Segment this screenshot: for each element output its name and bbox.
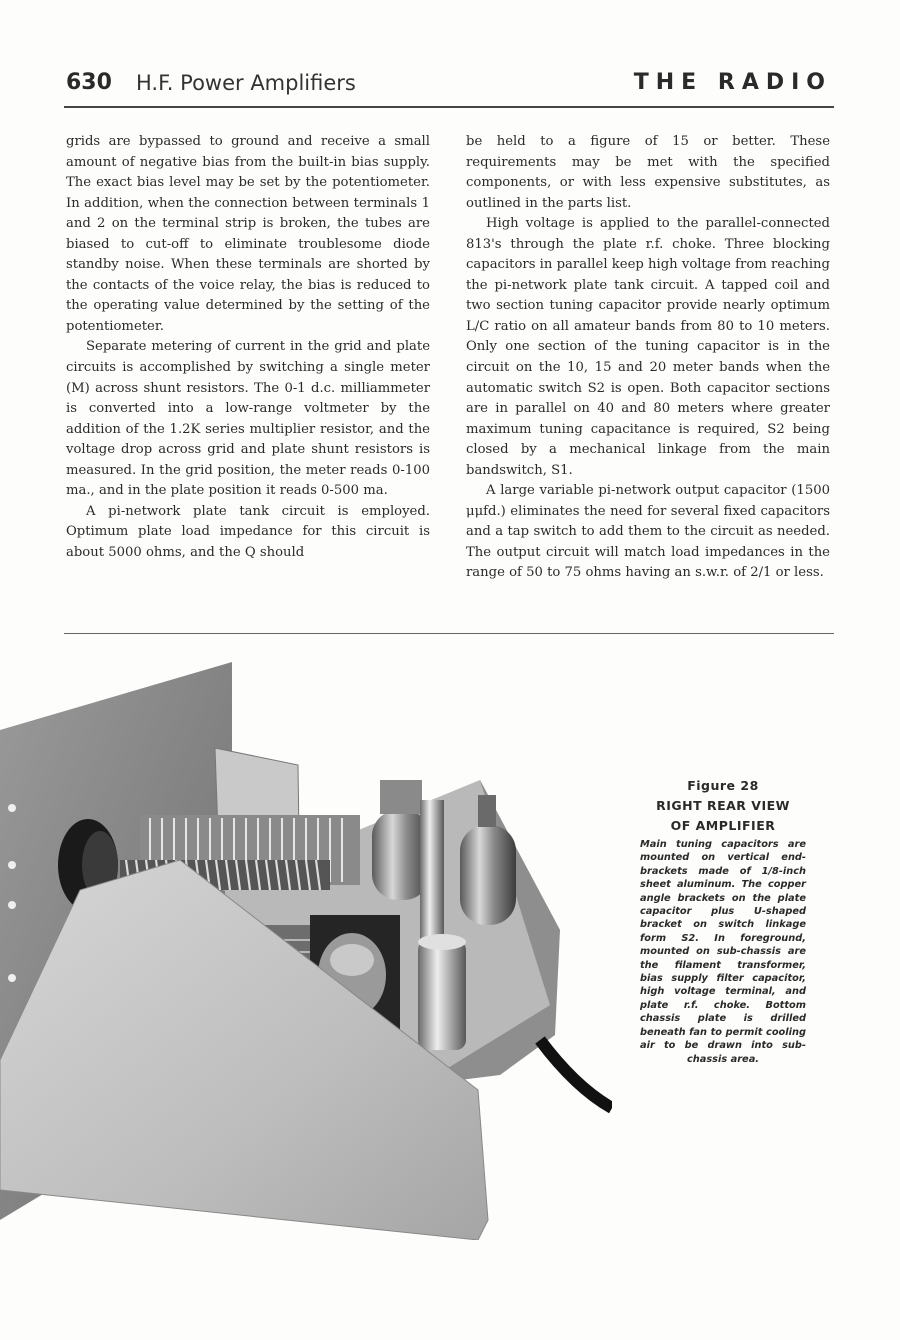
figure-caption-text: Main tuning capacitors are mounted on vertical end-brackets made of 1/8-inch sheet aluminum. The copper angle brackets on the plate capacitor plus U-shaped bracket on switch linkage form S2. In foreground, mounted on sub-chassis are the filament transformer, bias supply filter capacitor, high voltage terminal, and plate r.f. choke. Bottom chassis plate is drilled beneath fan to permit cooling air to be drawn into sub-chassis area.	[640, 839, 806, 1065]
page-header	[66, 70, 832, 102]
filter-capacitor	[418, 934, 466, 1050]
figure-caption	[640, 776, 806, 1066]
header-rule	[64, 106, 834, 108]
section-title: H.F. Power Amplifiers	[136, 71, 356, 95]
body-rule	[64, 633, 834, 634]
page-number: 630	[66, 70, 112, 95]
figure-title-line1: RIGHT REAR VIEW	[656, 798, 790, 813]
paragraph: grids are bypassed to ground and receive a small amount of negative bias from the built-in bias supply. The exact bias level may be set by the potentiometer. In addition, when the connection between terminals 1 and 2 on the terminal strip is broken, the tubes are biased to cut-off to eliminate troublesome diode standby noise. When these terminals are shorted by the contacts of the voice relay, the bias is reduced to the operating value determined by the setting of the potentiometer.	[66, 134, 430, 334]
paragraph: A large variable pi-network output capacitor (1500 μμfd.) eliminates the need for several fixed capacitors and a tap switch to add them to the circuit as needed. The output circuit will match load impedances in the range of 50 to 75 ohms having an s.w.r. of 2/1 or less.	[466, 483, 830, 581]
paragraph: High voltage is applied to the parallel-connected 813's through the plate r.f. choke. Three blocking capacitors in parallel keep high voltage from reaching the pi-network plate tank circuit. A tapped coil and two section tuning capacitor provide nearly optimum L/C ratio on all amateur bands from 80 to 10 meters. Only one section of the tuning capacitor is in the circuit on the 10, 15 and 20 meter bands when the automatic switch S2 is open. Both capacitor sections are in parallel on 40 and 80 meters where greater maximum tuning capacitance is required, S2 being closed by a mechanical linkage from the main bandswitch, S1.	[466, 216, 830, 478]
hv-terminal	[420, 800, 444, 940]
amplifier-photo	[0, 660, 612, 1240]
figure-title-line2: OF AMPLIFIER	[670, 818, 776, 833]
paragraph: be held to a figure of 15 or better. These requirements may be met with the specified components, or with less expensive substitutes, as outlined in the parts list.	[466, 134, 830, 211]
paragraph: Separate metering of current in the grid and plate circuits is accomplished by switching a single meter (M) across shunt resistors. The 0-1 d.c. milliammeter is converted into a low-range voltmeter by the addition of the 1.2K series multiplier resistor, and the voltage drop across grid and plate shunt resistors is measured. In the grid position, the meter reads 0-100 ma., and in the plate position it reads 0-500 ma.	[66, 339, 430, 499]
right-text-column	[466, 132, 830, 584]
left-text-column	[66, 132, 430, 563]
figure-number: Figure 28	[687, 778, 759, 793]
paragraph: A pi-network plate tank circuit is employed. Optimum plate load impedance for this circuit is about 5000 ohms, and the Q should	[66, 503, 430, 560]
book-title: THE RADIO	[633, 70, 832, 95]
